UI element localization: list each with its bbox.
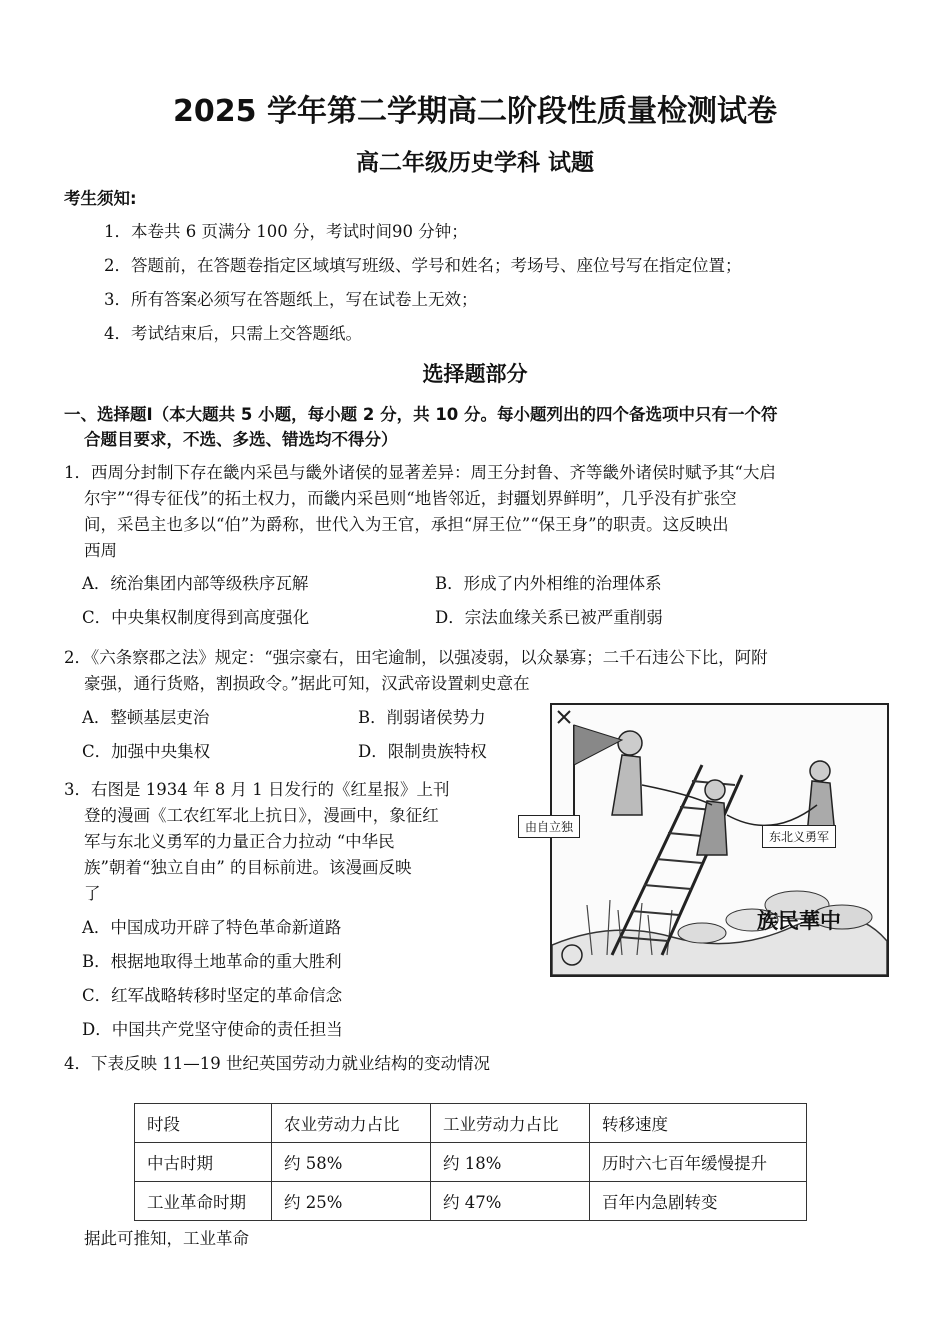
question-1-option-c[interactable]: C．中央集权制度得到高度强化 xyxy=(82,608,310,627)
cartoon-image xyxy=(525,703,889,977)
cartoon-label-left: 由自立独 xyxy=(518,815,580,838)
notice-item: 2．答题前，在答题卷指定区域填写班级、学号和姓名；考场号、座位号写在指定位置； xyxy=(104,256,742,275)
question-2-line: 豪强，通行货赂，割损政令。”据此可知，汉武帝设置刺史意在 xyxy=(84,674,530,693)
question-4-stem: 4．下表反映 11—19 世纪英国劳动力就业结构的变动情况 xyxy=(64,1054,490,1073)
question-1-line: 西周 xyxy=(84,541,117,560)
table-cell: 中古时期 xyxy=(135,1143,272,1182)
notice-heading: 考生须知: xyxy=(64,189,137,208)
exam-title: 2025 学年第二学期高二阶段性质量检测试卷 xyxy=(173,94,777,129)
question-3-line: 军与东北义勇军的力量正合力拉动 “中华民 xyxy=(84,832,395,851)
cartoon-label-bottom: 族民華中 xyxy=(757,908,841,933)
question-1-line: 间，采邑主也多以“伯”为爵称，世代入为王官，承担“屏王位”“保王身”的职责。这反映出 xyxy=(84,515,729,534)
table-cell: 历时六七百年缓慢提升 xyxy=(590,1143,807,1182)
table-cell: 约 58% xyxy=(272,1143,431,1182)
question-2-option-d[interactable]: D．限制贵族特权 xyxy=(358,742,487,761)
question-2-option-c[interactable]: C．加强中央集权 xyxy=(82,742,211,761)
notice-item: 4．考试结束后，只需上交答题纸。 xyxy=(104,324,362,343)
question-2-line: 2．《六条察郡之法》规定：“强宗豪右，田宅逾制，以强凌弱，以众暴寡；二千石违公下比，阿附 xyxy=(64,648,768,667)
question-3-line: 3．右图是 1934 年 8 月 1 日发行的《红星报》上刊 xyxy=(64,780,450,799)
table-row xyxy=(135,1182,807,1221)
question-3-line: 族”朝着“独立自由” 的目标前进。该漫画反映 xyxy=(84,858,412,877)
table-header-cell: 农业劳动力占比 xyxy=(272,1104,431,1143)
notice-item: 3．所有答案必须写在答题纸上，写在试卷上无效； xyxy=(104,290,478,309)
cartoon-label-right: 东北义勇军 xyxy=(762,825,836,848)
question-1-option-a[interactable]: A．统治集团内部等级秩序瓦解 xyxy=(82,574,309,593)
table-cell: 百年内急剧转变 xyxy=(590,1182,807,1221)
question-3-option-b[interactable]: B．根据地取得土地革命的重大胜利 xyxy=(82,952,342,971)
table-header-row xyxy=(135,1104,807,1143)
table-header-cell: 转移速度 xyxy=(590,1104,807,1143)
question-2-option-a[interactable]: A．整顿基层吏治 xyxy=(82,708,210,727)
question-2-option-b[interactable]: B．削弱诸侯势力 xyxy=(358,708,486,727)
table-header-cell: 时段 xyxy=(135,1104,272,1143)
data-table xyxy=(134,1103,807,1221)
question-1-line: 1．西周分封制下存在畿内采邑与畿外诸侯的显著差异：周王分封鲁、齐等畿外诸侯时赋予其“大启 xyxy=(64,463,776,482)
section-instruction: 合题目要求，不选、多选、错选均不得分） xyxy=(84,430,398,449)
table-header-cell: 工业劳动力占比 xyxy=(431,1104,590,1143)
question-3-line: 登的漫画《工农红军北上抗日》，漫画中，象征红 xyxy=(84,806,439,825)
question-3-option-c[interactable]: C．红军战略转移时坚定的革命信念 xyxy=(82,986,343,1005)
section-instruction: 一、选择题Ⅰ（本大题共 5 小题，每小题 2 分，共 10 分。每小题列出的四个备选项中只有一个符 xyxy=(64,405,778,424)
question-1-line: 尔宇”“得专征伐”的拓土权力，而畿内采邑则“地皆邻近，封疆划界鲜明”，几乎没有扩张空 xyxy=(84,489,737,508)
question-3-option-d[interactable]: D．中国共产党坚守使命的责任担当 xyxy=(82,1020,343,1039)
question-1-option-d[interactable]: D．宗法血缘关系已被严重削弱 xyxy=(435,608,663,627)
question-3-option-a[interactable]: A．中国成功开辟了特色革命新道路 xyxy=(82,918,342,937)
question-3-line: 了 xyxy=(84,884,101,903)
exam-subtitle: 高二年级历史学科 试题 xyxy=(355,150,594,176)
notice-item: 1．本卷共 6 页满分 100 分，考试时间90 分钟； xyxy=(104,222,468,241)
question-4-after: 据此可推知，工业革命 xyxy=(84,1229,249,1248)
section-title: 选择题部分 xyxy=(422,362,528,386)
table-cell: 工业革命时期 xyxy=(135,1182,272,1221)
question-1-option-b[interactable]: B．形成了内外相维的治理体系 xyxy=(435,574,662,593)
table-row xyxy=(135,1143,807,1182)
table-cell: 约 25% xyxy=(272,1182,431,1221)
table-cell: 约 18% xyxy=(431,1143,590,1182)
table-cell: 约 47% xyxy=(431,1182,590,1221)
